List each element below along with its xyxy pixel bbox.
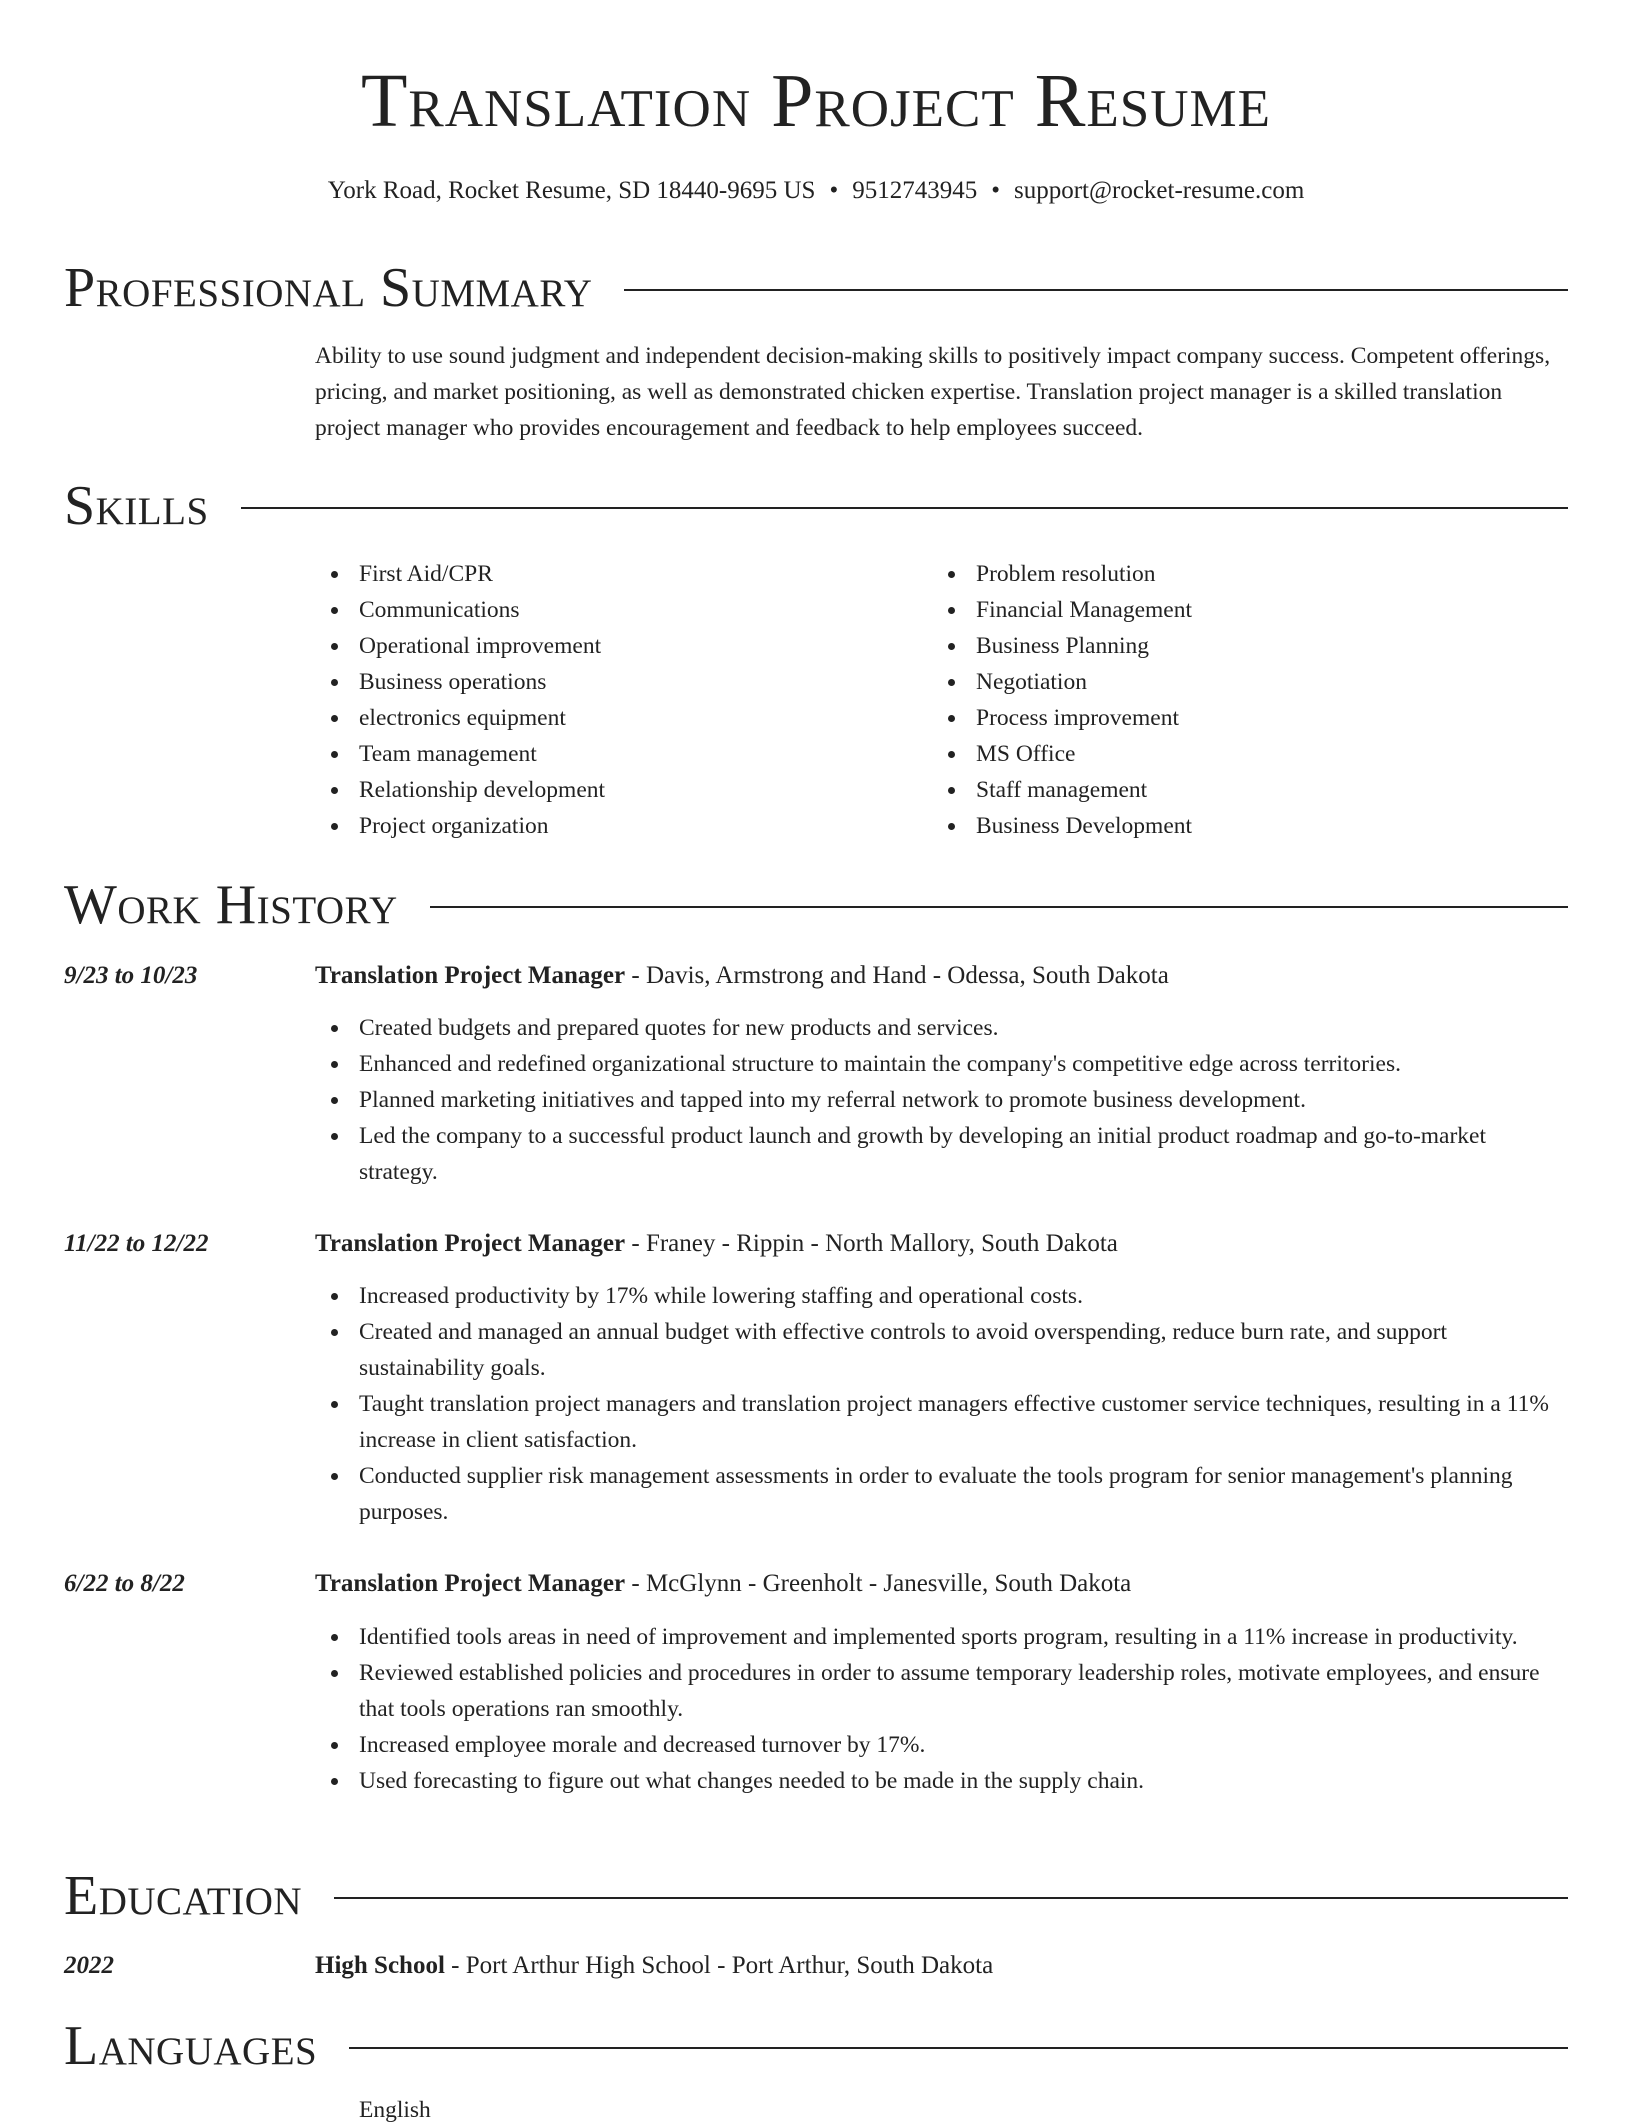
education-school: - Port Arthur High School - Port Arthur, South Dakota [444, 1952, 994, 1979]
skills-column-left [315, 556, 932, 844]
skill-item: Project organization [315, 808, 932, 844]
skills-column-right [932, 556, 1549, 844]
skill-item: Business Development [932, 808, 1549, 844]
section-divider [349, 2047, 1568, 2049]
section-title-work: Work History [64, 874, 398, 936]
skill-item: Relationship development [315, 772, 932, 808]
languages-list [315, 2092, 1568, 2128]
contact-email: support@rocket-resume.com [1013, 177, 1305, 204]
job-bullet: Conducted supplier risk management assessments in order to evaluate the tools program for senior management's planning purposes. [315, 1458, 1568, 1530]
education-heading [315, 1948, 1568, 1984]
skill-item: Negotiation [932, 664, 1549, 700]
job-bullets [315, 1010, 1568, 1190]
job-title: Translation Project Manager [315, 962, 626, 989]
job-heading [315, 958, 1568, 994]
job-dates: 11/22 to 12/22 [64, 1230, 209, 1257]
section-divider [624, 289, 1568, 291]
job-bullet: Planned marketing initiatives and tapped into my referral network to promote business development. [315, 1082, 1568, 1118]
skill-item: Business operations [315, 664, 932, 700]
skill-item: Communications [315, 592, 932, 628]
education-year: 2022 [64, 1952, 114, 1979]
contact-separator: • [829, 177, 839, 204]
language-item: English [359, 2097, 431, 2123]
section-title-skills: Skills [64, 475, 209, 537]
contact-line [64, 174, 1568, 208]
job-title: Translation Project Manager [315, 1570, 626, 1597]
job-bullets [315, 1278, 1568, 1530]
job-heading [315, 1226, 1568, 1262]
skill-item: Operational improvement [315, 628, 932, 664]
section-title-summary: Professional Summary [64, 257, 593, 319]
skill-item: First Aid/CPR [315, 556, 932, 592]
job-bullet: Enhanced and redefined organizational structure to maintain the company's competitive edge across territories. [315, 1046, 1568, 1082]
skill-item: Staff management [932, 772, 1549, 808]
section-header-education [64, 1864, 1568, 1928]
section-header-work [64, 873, 1568, 937]
job-bullets [315, 1619, 1568, 1799]
job-heading [315, 1566, 1568, 1602]
job-bullet: Created and managed an annual budget with effective controls to avoid overspending, reduce burn rate, and support sustainability goals. [315, 1314, 1568, 1386]
job-bullet: Created budgets and prepared quotes for new products and services. [315, 1010, 1568, 1046]
job-title: Translation Project Manager [315, 1230, 626, 1257]
job-dates: 9/23 to 10/23 [64, 962, 198, 989]
contact-separator: • [991, 177, 1000, 204]
section-divider [430, 906, 1568, 908]
skill-item: MS Office [932, 736, 1549, 772]
skill-item: Process improvement [932, 700, 1549, 736]
job-bullet: Identified tools areas in need of improvement and implemented sports program, resulting in a 11% increase in productivity. [315, 1619, 1568, 1655]
contact-phone: 9512743945 [852, 177, 978, 204]
job-employer: - Franey - Rippin - North Mallory, South Dakota [625, 1230, 1118, 1257]
skill-item: electronics equipment [315, 700, 932, 736]
job-bullet: Reviewed established policies and procedures in order to assume temporary leadership roles, motivate employees, and ensure that tools operations ran smoothly. [315, 1655, 1568, 1727]
job-bullet: Increased employee morale and decreased turnover by 17%. [315, 1727, 1568, 1763]
skill-item: Financial Management [932, 592, 1549, 628]
contact-address: York Road, Rocket Resume, SD 18440-9695 US [327, 177, 816, 204]
section-header-summary [64, 256, 1568, 320]
job-bullet: Taught translation project managers and translation project managers effective customer service techniques, resulting in a 11% increase in client satisfaction. [315, 1386, 1568, 1458]
job-dates: 6/22 to 8/22 [64, 1570, 185, 1597]
skill-item: Business Planning [932, 628, 1549, 664]
skill-item: Problem resolution [932, 556, 1549, 592]
job-bullet: Led the company to a successful product launch and growth by developing an initial product roadmap and go-to-market strategy. [315, 1118, 1568, 1190]
section-header-skills [64, 474, 1568, 538]
skills-grid [315, 556, 1568, 844]
job-bullet: Increased productivity by 17% while lowering staffing and operational costs. [315, 1278, 1568, 1314]
section-header-languages [64, 2014, 1568, 2078]
section-title-education: Education [64, 1865, 303, 1927]
section-divider [241, 507, 1568, 509]
job-bullet: Used forecasting to figure out what changes needed to be made in the supply chain. [315, 1763, 1568, 1799]
education-degree: High School [315, 1952, 445, 1979]
job-employer: - Davis, Armstrong and Hand - Odessa, South Dakota [625, 962, 1169, 989]
section-title-languages: Languages [64, 2015, 318, 2077]
job-employer: - McGlynn - Greenholt - Janesville, South Dakota [625, 1570, 1132, 1597]
section-divider [334, 1897, 1568, 1899]
skill-item: Team management [315, 736, 932, 772]
summary-text: Ability to use sound judgment and independent decision-making skills to positively impact company success. Competent offerings, pricing, and market positioning, as well as demonstrated chicken expertise. Translation project manager is a skilled translation project manager who provides encouragement and feedback to help employees succeed. [315, 343, 1551, 441]
resume-title: Translation Project Resume [360, 59, 1272, 143]
